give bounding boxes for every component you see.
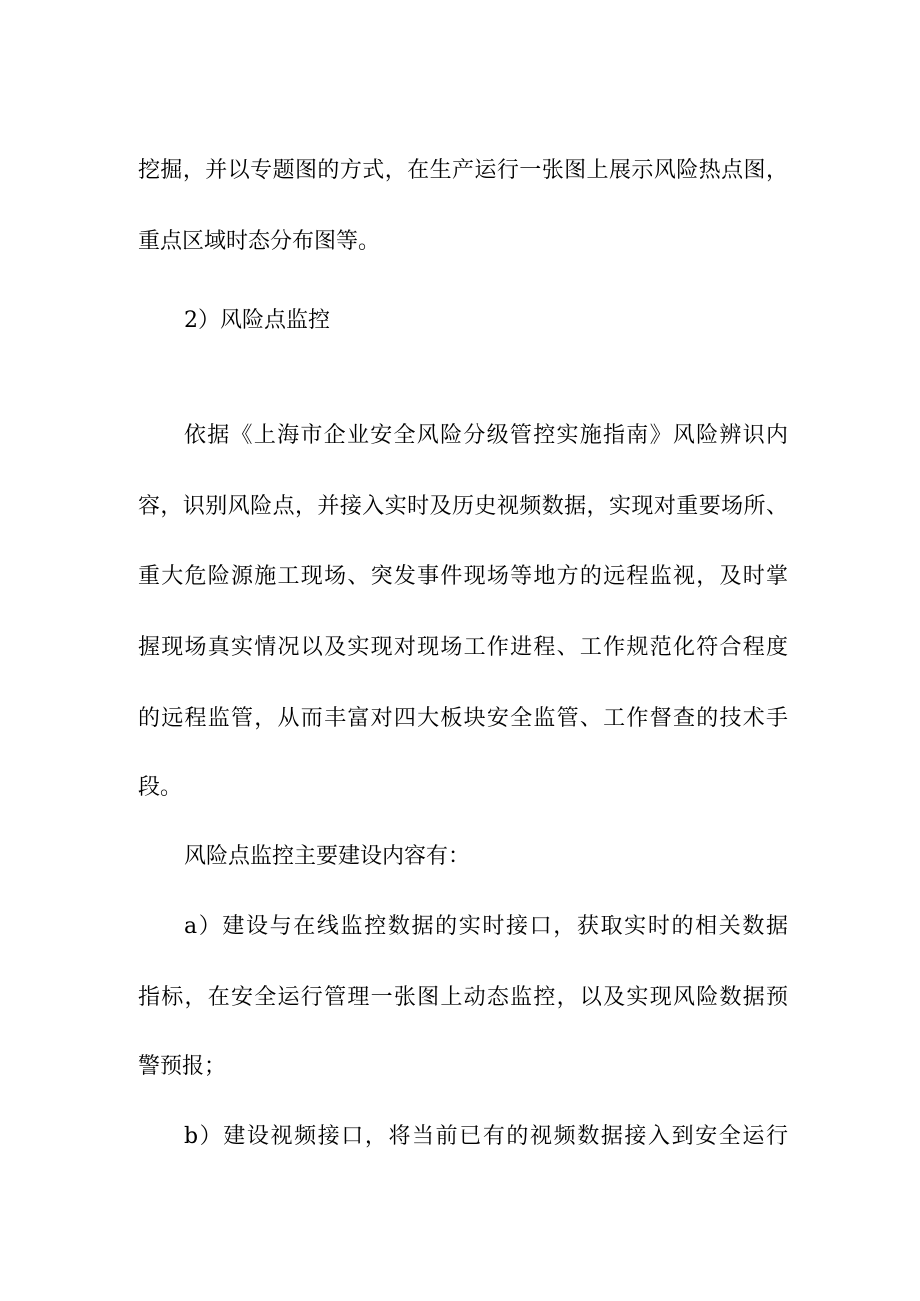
paragraph-line: 容，识别风险点，并接入实时及历史视频数据，实现对重要场所、	[138, 494, 788, 519]
paragraph-line: 重大危险源施工现场、突发事件现场等地方的远程监视，及时掌	[138, 564, 788, 589]
list-item-a: a）建设与在线监控数据的实时接口，获取实时的相关数据	[184, 914, 788, 939]
paragraph-line: 依据《上海市企业安全风险分级管控实施指南》风险辨识内	[184, 423, 788, 448]
paragraph-line: 挖掘，并以专题图的方式，在生产运行一张图上展示风险热点图，	[138, 158, 788, 183]
paragraph-line: 握现场真实情况以及实现对现场工作进程、工作规范化符合程度	[138, 635, 788, 660]
paragraph-line: 风险点监控主要建设内容有：	[184, 844, 471, 869]
paragraph-line: 指标，在安全运行管理一张图上动态监控，以及实现风险数据预	[138, 985, 788, 1010]
paragraph-line: 重点区域时态分布图等。	[138, 229, 381, 254]
paragraph-line: 段。	[138, 775, 183, 800]
section-heading: 2）风险点监控	[184, 308, 330, 333]
paragraph-line: 的远程监管，从而丰富对四大板块安全监管、工作督查的技术手	[138, 706, 788, 731]
paragraph-line: 警预报；	[138, 1054, 227, 1079]
list-item-b: b）建设视频接口，将当前已有的视频数据接入到安全运行	[184, 1124, 788, 1149]
